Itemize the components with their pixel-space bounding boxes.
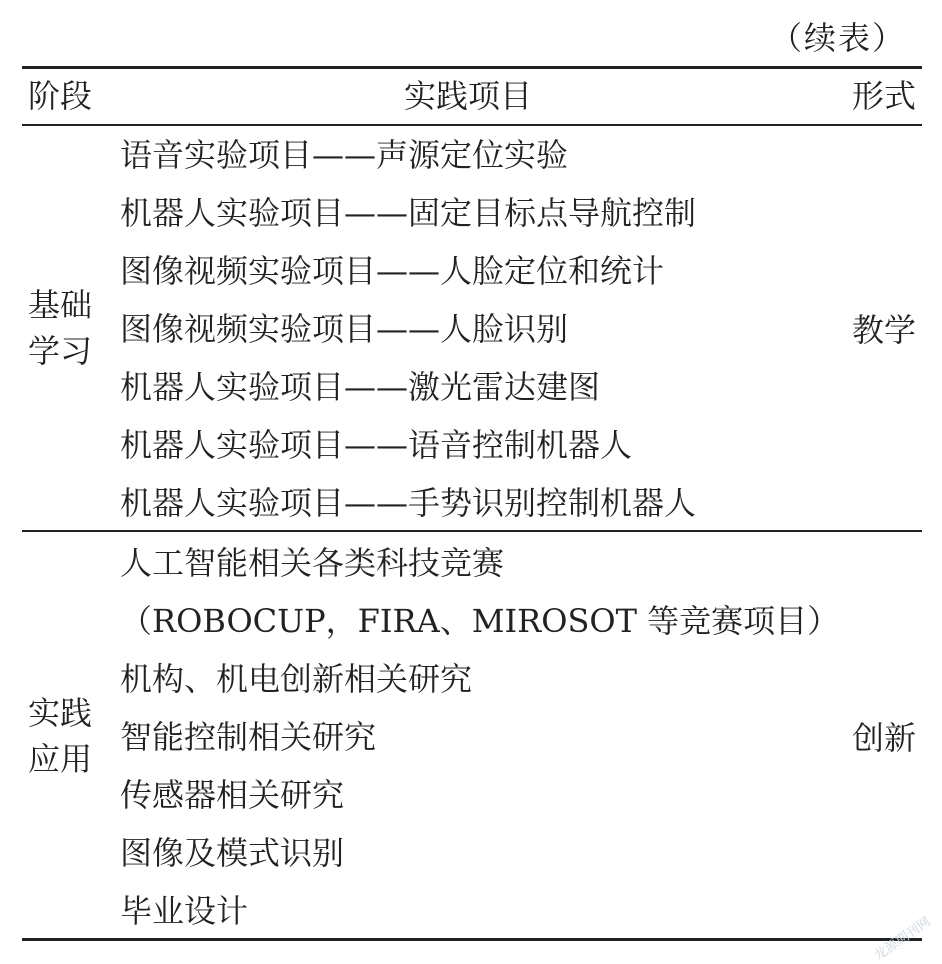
- project-item: （ROBOCUP，FIRA、MIROSOT 等竞赛项目）: [120, 602, 840, 640]
- continued-table-label: （续表）: [769, 19, 906, 57]
- project-item: 语音实验项目——声源定位实验: [120, 136, 569, 174]
- form-teaching: 教学: [851, 311, 916, 349]
- project-item: 图像视频实验项目——人脸识别: [120, 310, 569, 348]
- table-bottom-rule: [22, 938, 922, 941]
- stage-line: 基础: [28, 286, 93, 324]
- stage-line: 实践: [28, 694, 93, 732]
- project-list-basic: [120, 126, 696, 532]
- table-top-rule: [22, 66, 922, 69]
- header-stage: 阶段: [28, 77, 93, 115]
- project-list-practice: [120, 534, 839, 940]
- project-item: 图像及模式识别: [120, 834, 345, 872]
- stage-practice-application: [28, 690, 108, 782]
- project-item: 机器人实验项目——语音控制机器人: [120, 426, 633, 464]
- project-item: 机构、机电创新相关研究: [120, 660, 473, 698]
- project-item: 毕业设计: [120, 892, 249, 930]
- project-item: 人工智能相关各类科技竞赛: [120, 544, 505, 582]
- stage-basic-learning: [28, 282, 108, 374]
- header-form: 形式: [851, 77, 916, 115]
- project-item: 传感器相关研究: [120, 776, 345, 814]
- form-innovation: 创新: [851, 719, 916, 757]
- project-item: 图像视频实验项目——人脸定位和统计: [120, 252, 665, 290]
- section-divider: [22, 530, 922, 532]
- project-item: 机器人实验项目——手势识别控制机器人: [120, 484, 697, 522]
- stage-line: 应用: [28, 740, 93, 778]
- project-item: 机器人实验项目——固定目标点导航控制: [120, 194, 697, 232]
- header-project: 实践项目: [404, 77, 533, 115]
- project-item: 智能控制相关研究: [120, 718, 377, 756]
- stage-line: 学习: [28, 332, 93, 370]
- project-item: 机器人实验项目——激光雷达建图: [120, 368, 601, 406]
- watermark: 龙源期刊网: [871, 914, 934, 964]
